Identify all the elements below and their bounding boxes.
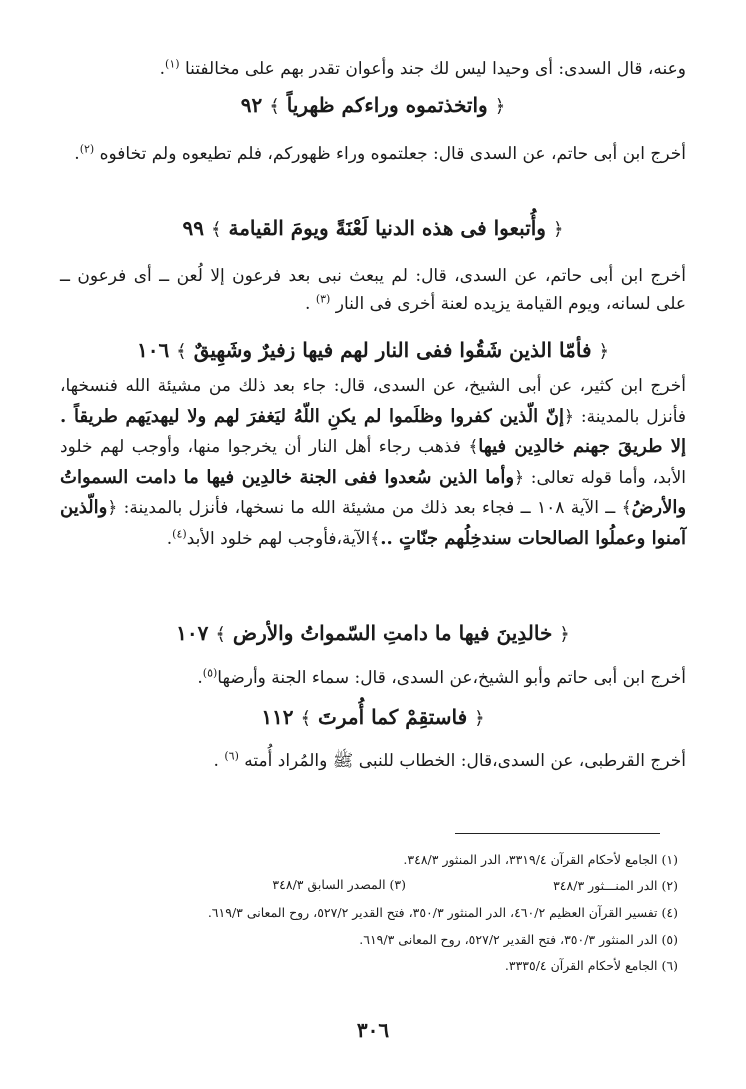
footnote-3: (٣) المصدر السابق ٣٤٨/٣	[272, 877, 406, 892]
verse-heading-106	[60, 335, 686, 367]
verse-number: ١٠٧	[176, 621, 209, 645]
paragraph-3	[60, 262, 686, 318]
footnote-ref: (٤)	[172, 526, 187, 540]
paragraph-text: أخرج القرطبى، عن السدى،قال: الخطاب للنبى ﷺ والمُراد أُمته	[244, 751, 686, 771]
ornate-bracket-open: ﴿	[559, 624, 570, 645]
period: .	[166, 528, 173, 549]
period: .	[197, 668, 203, 688]
ornate-bracket-close: ﴾	[215, 624, 226, 645]
ornate-bracket-open: ﴿	[514, 467, 525, 488]
ornate-bracket-close: ﴾	[468, 437, 479, 457]
ornate-bracket-close: ﴾	[621, 498, 632, 518]
quran-quote-1: إنّ الّذين كفروا وظلَموا لم يكنِ اللّهُ ليَغفرَ لهم ولا ليهديَهم طريقاً . إلا طريقَ جهنم خالدِين فيها	[60, 405, 686, 457]
paragraph-text: أخرج ابن أبى حاتم وأبو الشيخ،عن السدى، قال: سماء الجنة وأرضها	[217, 668, 686, 688]
paragraph-6	[60, 747, 686, 775]
verse-number: ١١٢	[261, 705, 294, 729]
footnote-ref: (٥)	[202, 666, 218, 680]
period: .	[213, 751, 219, 771]
verse-text: فأمّا الذين شَقُوا ففى النار لهم فيها زفيرٌ وشَهِيقٌ	[193, 338, 592, 362]
period: .	[159, 59, 166, 79]
verse-number: ٩٢	[240, 93, 263, 117]
ornate-bracket-open: ﴿	[494, 96, 506, 117]
footnote-1: (١) الجامع لأحكام القرآن ٣٣١٩/٤، الدر المنثور ٣٤٨/٣.	[403, 852, 678, 867]
verse-heading-112	[60, 702, 686, 734]
footnote-ref: (١)	[165, 57, 180, 71]
ornate-bracket-close: ﴾	[300, 708, 312, 729]
ornate-bracket-close: ﴾	[210, 219, 222, 240]
ornate-bracket-open: ﴿	[564, 406, 574, 427]
paragraph-5	[60, 664, 686, 692]
ornate-bracket-close: ﴾	[269, 96, 280, 117]
verse-heading-107	[60, 618, 686, 650]
verse-heading-99	[60, 213, 686, 245]
paragraph-2	[60, 140, 686, 168]
quran-quote-3: والّذين آمنوا وعملُوا الصالحات سندخِلُهم جنّاتٍ ..	[60, 497, 686, 549]
paragraph-text: ــ الآية ١٠٨ ــ فجاء بعد ذلك من مشيئة الله ما نسخها، فأنزل بالمدينة:	[123, 498, 616, 518]
footnote-6: (٦) الجامع لأحكام القرآن ٣٣٣٥/٤.	[504, 958, 678, 973]
ornate-bracket-close: ﴾	[370, 528, 381, 549]
page-number: ٣٠٦	[356, 1018, 390, 1042]
ornate-bracket-open: ﴿	[598, 341, 610, 362]
paragraph-4	[60, 372, 686, 554]
paragraph-text: الآية،فأوجب لهم خلود الأبد	[186, 528, 371, 549]
ornate-bracket-open: ﴿	[107, 498, 118, 518]
footnote-ref: (٣)	[315, 292, 331, 306]
ornate-bracket-open: ﴿	[474, 708, 485, 729]
paragraph-text: أخرج ابن كثير، عن أبى الشيخ، عن السدى، قال: جاء بعد ذلك من مشيئة الله فنسخها، فأنزل بالمدينة:	[60, 376, 687, 427]
verse-text: خالدِينَ فيها ما دامتِ السّمواتُ والأرض	[232, 621, 553, 645]
ornate-bracket-open: ﴿	[552, 219, 564, 240]
footnote-2: (٢) الدر المنـــثور ٣٤٨/٣	[553, 878, 678, 893]
period: .	[74, 144, 80, 164]
verse-number: ٩٩	[182, 216, 204, 240]
paragraph-text: وعنه، قال السدى: أى وحيدا ليس لك جند وأعوان تقدر بهم على مخالفتنا	[184, 59, 686, 79]
ornate-bracket-close: ﴾	[176, 341, 187, 362]
verse-text: وأُتبعوا فى هذه الدنيا لَعْنَةً ويومَ القيامة	[228, 216, 546, 240]
footnote-4: (٤) تفسير القرآن العظيم ٤٦٠/٢، الدر المنثور ٣٥٠/٣، فتح القدير ٥٢٧/٢، روح المعانى ٦١٩/٣.	[207, 905, 678, 920]
paragraph-1	[60, 55, 686, 83]
paragraph-text: فذهب رجاء أهل النار أن يخرجوا منها، وأوجب لهم خلود الأبد، وأما قوله تعالى:	[60, 437, 686, 488]
footnote-ref: (٦)	[224, 749, 239, 763]
quran-quote-2: وأما الذين سُعدوا ففى الجنة خالدِين فيها ما دامت السمواتُ والأرضُ	[60, 466, 687, 518]
verse-text: فاستقِمْ كما أُمرتَ	[318, 705, 468, 729]
footnote-ref: (٢)	[79, 142, 95, 156]
footnote-5: (٥) الدر المنثور ٣٥٠/٣، فتح القدير ٥٢٧/٢، روح المعانى ٦١٩/٣.	[359, 932, 678, 947]
verse-text: واتخذتموه وراءكم ظهرياً	[286, 93, 488, 117]
verse-heading-92	[60, 90, 686, 122]
paragraph-text: أخرج ابن أبى حاتم، عن السدى، قال: لم يبعث نبى بعد فرعون إلا لُعن ــ أى فرعون ــ على لسانه، ويوم القيامة يزيده لعنة أخرى فى النار	[60, 266, 686, 314]
period: .	[305, 294, 311, 314]
verse-number: ١٠٦	[136, 338, 170, 362]
footnote-separator	[455, 833, 660, 834]
paragraph-text: أخرج ابن أبى حاتم، عن السدى قال: جعلتموه وراء ظهوركم، فلم تطيعوه ولم تخافوه	[99, 144, 686, 164]
